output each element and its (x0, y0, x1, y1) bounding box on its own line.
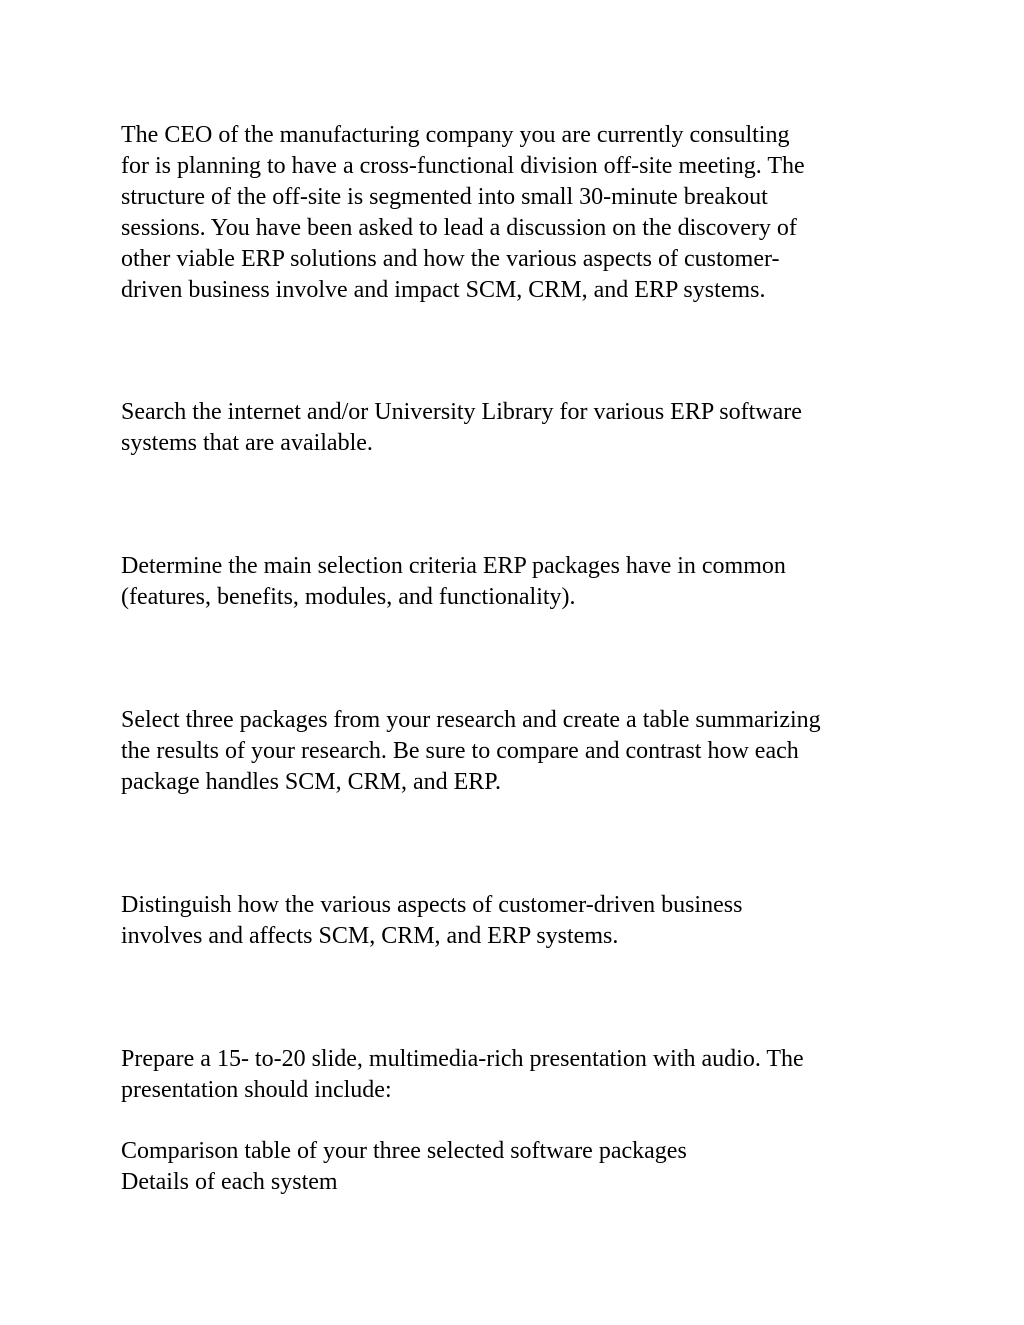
paragraph-prepare (121, 1044, 804, 1106)
text-line: Prepare a 15- to-20 slide, multimedia-rich presentation with audio. The (121, 1046, 804, 1072)
paragraph-intro (121, 120, 805, 306)
text-line: the results of your research. Be sure to compare and contrast how each (121, 738, 799, 764)
text-line: Details of each system (121, 1169, 338, 1195)
text-line: presentation should include: (121, 1077, 392, 1103)
text-line: other viable ERP solutions and how the various aspects of customer- (121, 246, 780, 272)
text-line: The CEO of the manufacturing company you are currently consulting (121, 122, 790, 148)
text-line: Select three packages from your research and create a table summarizing (121, 707, 821, 733)
text-line: Distinguish how the various aspects of customer-driven business (121, 892, 743, 918)
text-line: Determine the main selection criteria ERP packages have in common (121, 553, 786, 579)
text-line: involves and affects SCM, CRM, and ERP systems. (121, 923, 619, 949)
paragraph-search (121, 397, 802, 459)
text-line: sessions. You have been asked to lead a discussion on the discovery of (121, 215, 797, 241)
text-line: for is planning to have a cross-functional division off-site meeting. The (121, 153, 805, 179)
paragraph-criteria (121, 551, 786, 613)
paragraph-distinguish (121, 890, 742, 952)
text-line: systems that are available. (121, 430, 373, 456)
text-line: Comparison table of your three selected software packages (121, 1138, 687, 1164)
text-line: structure of the off-site is segmented into small 30-minute breakout (121, 184, 768, 210)
paragraph-select (121, 705, 821, 798)
text-line: package handles SCM, CRM, and ERP. (121, 769, 501, 795)
paragraph-include-list (121, 1136, 687, 1198)
text-line: driven business involve and impact SCM, CRM, and ERP systems. (121, 277, 766, 303)
text-line: (features, benefits, modules, and functionality). (121, 584, 576, 610)
text-line: Search the internet and/or University Library for various ERP software (121, 399, 802, 425)
